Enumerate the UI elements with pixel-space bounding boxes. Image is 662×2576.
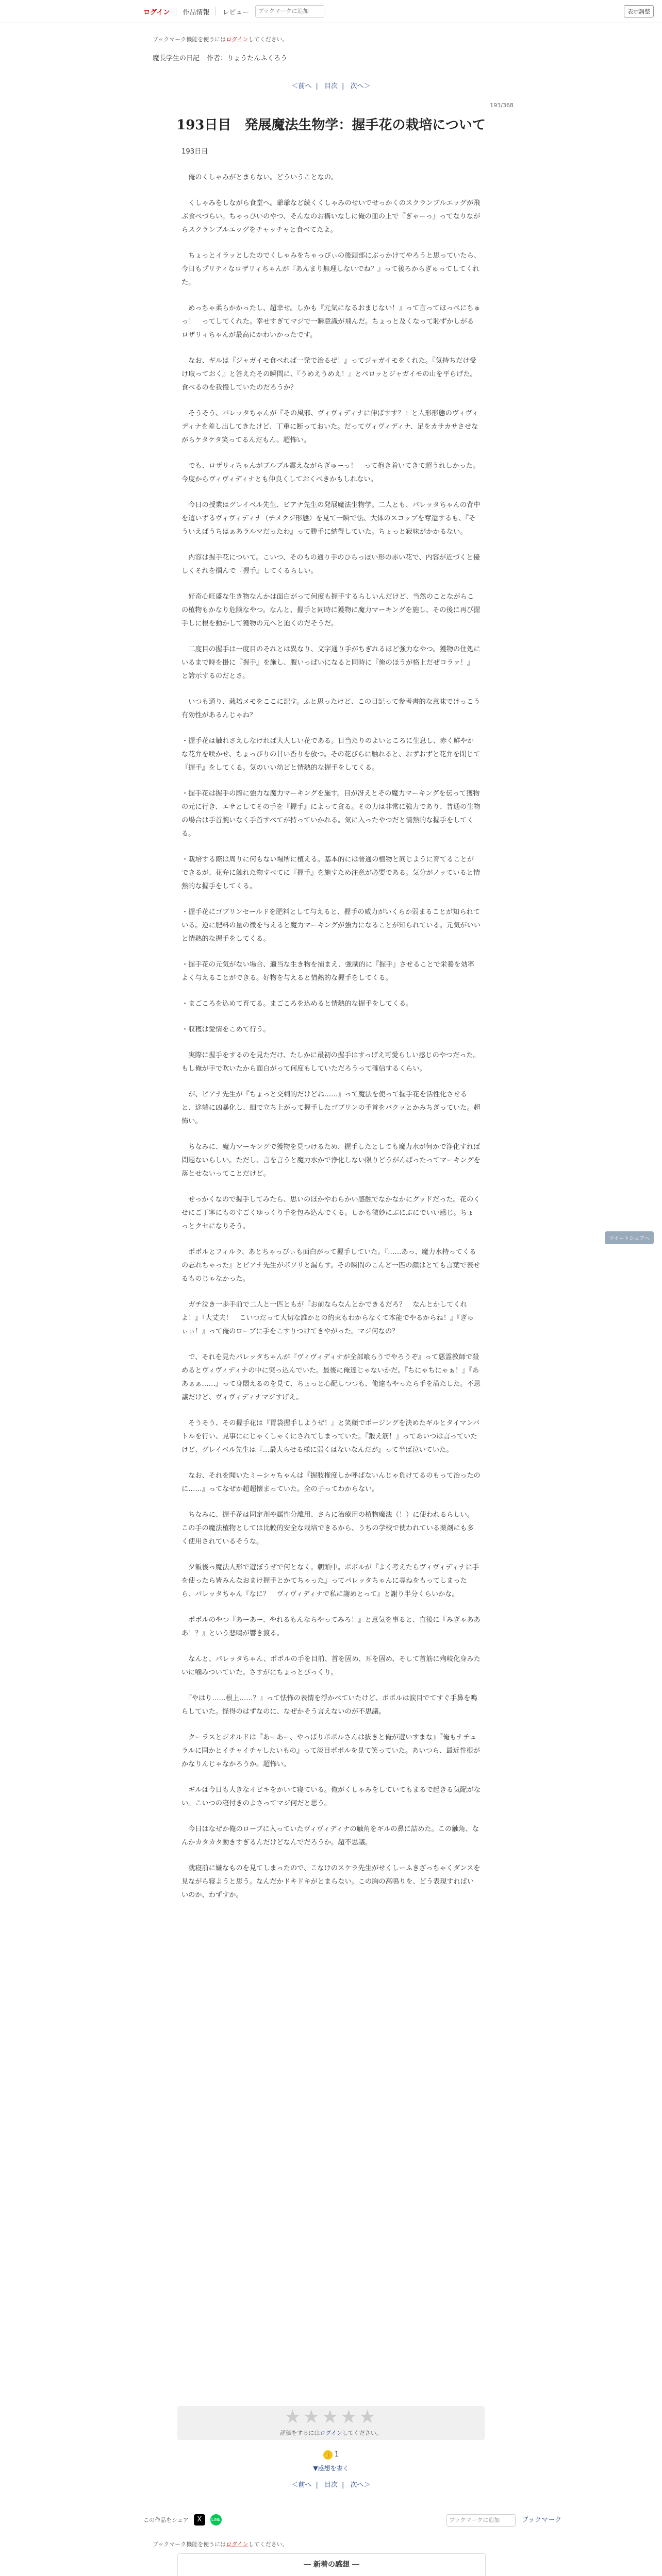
- review-link[interactable]: レビュー: [222, 8, 250, 16]
- top-bar: [0, 0, 662, 23]
- chapter-title: 193日目 発展魔法生物学：握手花の栽培について: [176, 117, 486, 133]
- works-info-link[interactable]: 作品情報: [183, 8, 210, 16]
- body-paragraph: でも、ロザリィちゃんがブルブル震えながらぎゅーっ！ って抱き着いてきて超うれしかった。今度からヴィヴィディナとも仲良くしておくべきかもしれない。: [181, 462, 480, 483]
- body-paragraph: ポポルとフィルラ、あとちゃっぴぃも面白がって握手していた。『……あっ、魔力水持ってくるの忘れちゃった』とビアナ先生がボソリと漏らす。その瞬間のこんど一匹の顔はとても言葉で表せるものじゃなかった。: [181, 1248, 481, 1283]
- rating-note-text: してください。: [342, 2430, 382, 2436]
- next-link[interactable]: 次へ＞: [350, 82, 371, 90]
- reviews-title: ― 新着の感想 ―: [304, 2561, 359, 2569]
- body-paragraph: 俺のくしゃみがとまらない。どういうことなの。: [181, 174, 338, 181]
- episode-nav-top: ＜前へ | 目次 | 次へ＞: [291, 82, 371, 90]
- share-bar: [143, 2514, 222, 2526]
- rating-note: [177, 2429, 485, 2437]
- bookmark-input[interactable]: ブックマークに追加: [446, 2514, 516, 2527]
- body-paragraph: ポポルのやつ『あーあー、やれるもんならやってみろ！』と意気を事ると、直後に『みぎゃあああ！？』という悲鳴が響き渡る。: [181, 1616, 481, 1637]
- body-paragraph: 今日はなぜか俺のローブに入っていたヴィヴィディナの触角をギルの鼻に詰めた。この触角、なんかカタカタ動きすぎるんだけどなんでだろうか。超不思議。: [181, 1825, 479, 1846]
- bookmark-notice: [153, 2540, 288, 2548]
- body-paragraph: めっちゃ柔らかかったし、超幸せ。しかも『元気になるおまじない！』って言ってほっぺにちゅっ！ ってしてくれた。幸せすぎてマジで一瞬意識が飛んだ。ちょっと及くなって恥ずかしがるロザリィちゃんが最高にかわいかったです。: [181, 304, 481, 339]
- thumbs-up-icon[interactable]: 👍: [323, 2450, 333, 2460]
- body-paragraph: 内容は握手花について。こいつ、そのもの通り手のひらっぽい形の赤い花で、内容が近づくと優しくそれを掴んで『握手』してくるらしい。: [181, 554, 480, 575]
- x-share-icon[interactable]: X: [194, 2514, 205, 2526]
- share-side-button[interactable]: ツイートシェアへ: [605, 1231, 654, 1244]
- series-link[interactable]: 魔長学生の日記: [153, 55, 200, 62]
- rating-note-text: 評価をするには: [280, 2430, 320, 2436]
- write-impression-link[interactable]: ▼感想を書く: [313, 2465, 349, 2472]
- prev-link[interactable]: ＜前へ: [291, 2481, 312, 2489]
- body-paragraph: ・握手花は握手の際に強力な魔力マーキングを施す。目が冴えとその魔力マーキングを伝って獲物の元に行き、エサとしてその手を『握手』によって貪る。その力は非常に強力であり、普通の生物の場合は手首腕いなく手首すべてが持っていかれる。気に入ったやつだと情熱的な握手をしてくる。: [181, 790, 481, 838]
- like-count: 1: [334, 2451, 339, 2459]
- rating-login-link[interactable]: ログイン: [320, 2430, 342, 2436]
- toc-link[interactable]: 目次: [324, 82, 338, 90]
- page-counter: 193/368: [490, 102, 514, 109]
- body-paragraph: で、それを見たパレッタちゃんが『ヴィヴィディナが全部喰らうでやろうぞ』って悪霊教師で殺めるとヴィヴィディナの中に突っ込んでいた。最後に俺達じゃないかだ。『ちにゃちにゃぁ！』『ああぁぁ……』って身悶えるのを見て、ちょっと心配しつつも、俺達もやったら手を満たした。不思議だけど、ヴィヴィディナマジすげえ。: [181, 1353, 481, 1401]
- body-paragraph: なんと、パレッタちゃん、ポポルの手を目前、首を固め、耳を固め、そして首筋に殉岐化身みたいに噛みついていた。さすがにちょっとびっくり。: [181, 1655, 481, 1676]
- episode-body: [181, 145, 481, 1914]
- episode-nav-bottom: ＜前へ | 目次 | 次へ＞: [291, 2481, 371, 2489]
- body-paragraph: なお、それを聞いたミーシャちゃんは『握肢権度しか呼ばないんじゃ負けてるのもって治ったのに……』ってなぜか超超懐まっていた。全の子ってわからない。: [181, 1472, 481, 1493]
- body-paragraph: ちなみに、握手花は固定剤や属性分離用、さらに治療用の植物魔法（！）に使われるらしい。この手の魔法植物としては比較的安全な栽培できるから、うちの学校で使われている薬剤にも多く使用されているそうな。: [181, 1511, 474, 1546]
- notice-text: してください。: [248, 36, 288, 43]
- line-share-icon[interactable]: LINE: [210, 2514, 222, 2526]
- author-link[interactable]: りょうたんふくろう: [227, 55, 288, 62]
- notice-login-link[interactable]: ログイン: [226, 2541, 249, 2548]
- body-paragraph: ・収穫は愛情をこめて行う。: [181, 1026, 270, 1033]
- body-paragraph: そうそう、その握手花は『胃袋握手しようぜ！』と笑顔でポージングを決めたギルとタイマンバトルを行い、見事ににじゃくしゃくにされてしまっていた。『鍛え筋！』ってあいつは言っていたけど、グレイベル先生は『…最大らせる様に弱くはないなんだが』って半ば泣いていた。: [181, 1419, 480, 1454]
- star-rating[interactable]: ★★★★★: [284, 2406, 378, 2428]
- body-paragraph: 今日の授業はグレイベル先生、ビアナ先生の発展魔法生物学。二人とも、パレッタちゃんの背中を這いずるヴィヴィディナ（チメクジ形態）を見て一瞬で怯、大体のスコップを奪還するも、『そういえばうちはぁあラルマだったわ』って勝手に納得していた。ちょっと寂味がかかるない。: [181, 501, 481, 536]
- body-paragraph: そうそう、パレッタちゃんが『その風邪、ヴィヴィディナに伸ばすす？』と人形形態のヴィヴィディナを差し出してきたけど、丁重に断っておいた。だってヴィヴィディナ、足をカサカサさせながらケタケタ笑ってるんだもん。超怖い。: [181, 410, 479, 444]
- prev-link[interactable]: ＜前へ: [291, 82, 312, 90]
- author-label: 作者：: [207, 55, 227, 62]
- body-paragraph: 好奇心旺盛な生き物なんかは面白がって何度も握手するらしいんだけど、当然のことながらこの植物もかなり危険なやつ。なんと、握手と同時に獲物に魔力マーキングを施し、その後に再び握手しに根を動かして獲物の元へと迫くのだそうだ。: [181, 593, 481, 628]
- body-paragraph: くしゃみをしながら食堂へ。爺爺など続くくしゃみのせいでせっかくのスクランブルエッグが飛ぶ食べづらい。ちゃっぴいのやつ、そんなのお構いなしに俺の皿の上で『ぎゃーっ』ってなりながらスクランブルエッグをチャッチャと食べてたよ。: [181, 199, 481, 234]
- body-paragraph: ・握手花にゴブリンセールドを肥料として与えると、握手の威力がいくらか弱まることが知られている。逆に肥料の量の微を与えると魔力マーキングが強力になることが知られている。元気がいいと情熱的な握手をしてくる。: [181, 908, 481, 943]
- bookmark-notice: [153, 35, 288, 43]
- body-paragraph: ガチ泣き一歩手前で二人と一匹ともが『お前ならなんとかできるだろ？ なんとかしてくれよ！』『大丈夫！ こいつだって大切な誰かとの約束もわからなくて本能でやるからね！』『ぎゅぃぃ！』って俺のローブに手をこすりつけてきやがった。マジ何なの？: [181, 1301, 474, 1335]
- rating-box: [177, 2406, 485, 2440]
- notice-login-link[interactable]: ログイン: [226, 36, 249, 43]
- notice-text: ブックマーク機能を使うには: [153, 2541, 226, 2548]
- body-paragraph: クーラスとジオルドは『あーあー、やっぱりポポルさんは抜きと俺が遊いすまな』『俺もナチュラルに固かとイチャイチャしたいもの』って淡目ポポルを見て笑っていた。あいつら、最近性根がかなりんじゃなかろうか。超怖い。: [181, 1734, 481, 1768]
- notice-text: してください。: [248, 2541, 288, 2548]
- like-section: [0, 2450, 662, 2460]
- body-paragraph: ギルは今日も大きなイビキをかいて寝ている。俺がくしゃみをしていてもまるで起きる気配がない。こいつの寝付きのよさってマジ何だと思う。: [181, 1786, 481, 1807]
- body-paragraph: 実際に握手をするのを見ただけ、たしかに最初の握手はすっげえ可愛らしい感じのやつだった。もし俺が手で吹いたから面白がって何度もしていただろうって確信するくらい。: [181, 1052, 480, 1073]
- display-settings-button[interactable]: 表示調整: [624, 5, 654, 18]
- body-paragraph: ・栽培する際は周りに何もない場所に植える。基本的には普通の植物と同じように育てることができるが、花弁に触れた物すべてに『握手』を施すため注意が必要である。気分がノッていると情熱的な握手をしてくる。: [181, 856, 481, 890]
- next-link[interactable]: 次へ＞: [350, 2481, 371, 2489]
- body-paragraph: せっかくなので握手してみたら、思いのほかやわらかい感触でなかなかにグッドだった。花のくせにご丁寧にものすごくゆっくり手を包み込んでくる。しかも微妙にぷにぷにでいい感じ。ちょっとクセになりそう。: [181, 1196, 481, 1230]
- body-paragraph: 193日目: [181, 148, 208, 156]
- bookmark-input[interactable]: [255, 5, 324, 18]
- toc-link[interactable]: 目次: [324, 2481, 338, 2489]
- body-paragraph: 二度目の握手は一度目のそれとは異なり、文字通り手がちぎれるほど強力なやつ。獲物の住処にいるまで時を掛に『握手』を施し、腹いっぱいになると同時に『俺のほうが格上だぜコラァ！』と誇示するのだとさ。: [181, 646, 481, 680]
- body-paragraph: 『やはり……根上……？』って怯怖の表情を浮かべていたけど、ポポルは涙目でてすぐ手鼻を鳴らしていた。怪得のはずなのに、なぜかそう言えないのが不思議。: [181, 1694, 477, 1716]
- body-paragraph: ちょっとイラッとしたのでくしゃみをちゃっぴぃの後頭部にぶっかけてやろうと思っていたら、今日もプリティなロザリィちゃんが『あんまり無理しないでね？』って後ろからぎゅってしてくれた。: [181, 252, 481, 286]
- reviews-box: [177, 2553, 486, 2576]
- body-paragraph: ・まごころを込めて育てる。まごころを込めると情熱的な握手をしてくる。: [181, 1000, 413, 1008]
- body-paragraph: が、ビアナ先生が『ちょっと交刺的だけどね……』って魔法を使って握手花を活性化させると、途端に凶暴化し、細で立ち上がって握手したゴブリンの手首をバクッとかみちぎっていた。超怖い。: [181, 1091, 481, 1125]
- share-label: この作品をシェア: [143, 2517, 189, 2523]
- breadcrumb: [153, 53, 292, 62]
- body-paragraph: ・握手花は触れさえしなければ大人しい花である。日当たりのよいところに生息し、赤く鮮やかな花弁を咲かせ、ちょっぴりの甘い香りを放つ。その花びらに触れると、おずおずと花弁を閉じて『握手』をしてくる。気のいい幼どと情熱的な握手をしてくる。: [181, 737, 481, 772]
- body-paragraph: ・握手花の元気がない場合、適当な生き物を捕まえ、強制的に『握手』させることで栄養を効率よく与えることができる。好物を与えると情熱的な握手をしてくる。: [181, 961, 474, 982]
- bookmark-button[interactable]: ブックマーク: [522, 2516, 562, 2524]
- body-paragraph: 就寝前に嫌なものを見てしまったので、こなけのスケラ先生がせくしーふきざっちゃくダンスを見ながら寝ようと思う。なんだかドキドキがとまらない。この胸の高鳴りを、どう表現すればいいのか、わずすか。: [181, 1865, 481, 1899]
- notice-text: ブックマーク機能を使うには: [153, 36, 226, 43]
- login-link[interactable]: ログイン: [143, 8, 170, 16]
- body-paragraph: 夕飯後っ魔法人形で遊ぼうぜで何となく。朝頭中。ポポルが『よく考えたらヴィヴィディナに手を使ったら皆みんなおまけ握手とかてちゃった』ってパレッタちゃんに尋ねをもってしまったら、パレッタちゃん『なに？ ヴィヴィディナで私に謝めとって』と謝り半分くらいかな。: [181, 1564, 479, 1598]
- body-paragraph: いつも通り、栽培メモをここに記す。ふと思ったけど、この日記って参考書的な意味でけっこう有効性があるんじゃね？: [181, 698, 481, 719]
- body-paragraph: ちなみに、魔力マーキングで獲物を見つけるため、握手したとしても魔力水が何かで浄化すれば問題ないらしい。ただし、言を言うと魔力水かで浄化しない限りどうがんばったってマーキングを落とせないってことだけど。: [181, 1143, 481, 1178]
- body-paragraph: なお、ギルは『ジャガイモ食べれば一発で治るぜ！』ってジャガイモをくれた。『気持ちだけ受け取っておく』と答えたその瞬間に、『うめえうめえ！』とペロッとジャガイモの山を平らげた。食べるのを我慢していたのだろうか？: [181, 357, 477, 392]
